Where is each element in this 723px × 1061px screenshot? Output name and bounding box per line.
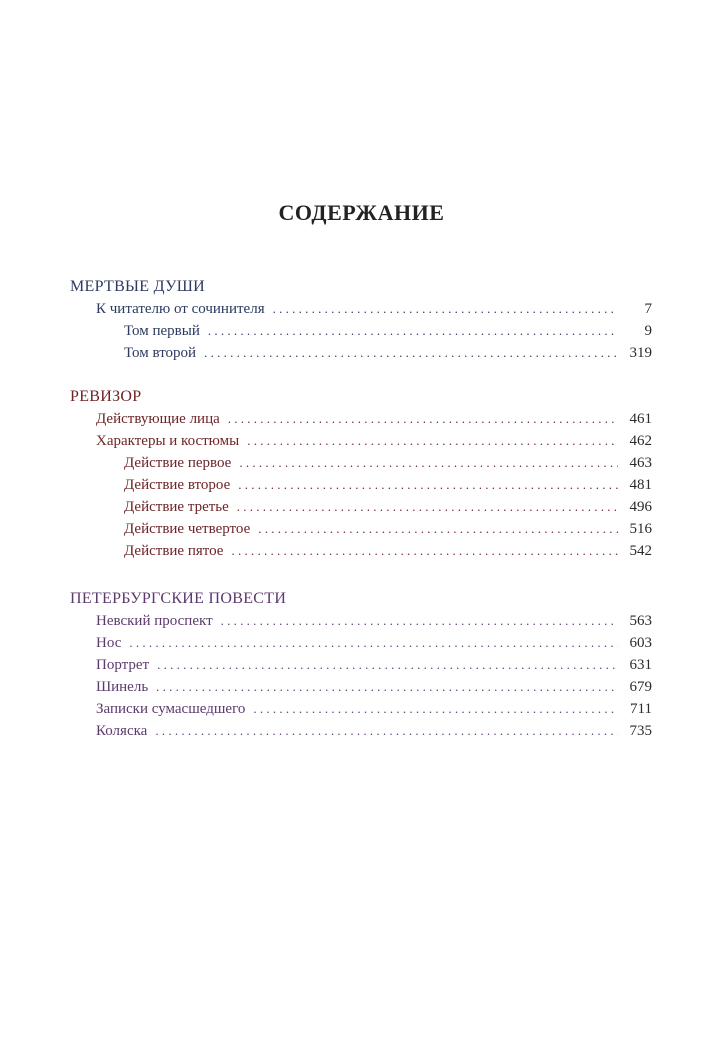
toc-entry[interactable] [70,320,652,342]
dot-leader [239,452,618,474]
dot-leader [238,474,618,496]
toc-entry[interactable] [70,540,652,562]
toc-entry[interactable] [70,632,652,654]
toc-section-dead-souls [70,276,652,364]
toc-entry-title: Характеры и костюмы [96,433,240,449]
toc-entry[interactable] [70,474,652,496]
toc-entry-page: 7 [644,301,652,317]
toc-entry[interactable] [70,452,652,474]
toc-entry-page: 496 [629,499,652,515]
toc-entry[interactable] [70,720,652,742]
toc-entry-title: Действие четвертое [124,521,251,537]
dot-leader [247,430,618,452]
toc-entry-page: 563 [629,613,652,629]
toc-entry-title: Записки сумасшедшего [96,701,246,717]
toc-entry[interactable] [70,298,652,320]
dot-leader [228,408,618,430]
toc-entry[interactable] [70,408,652,430]
toc-entry-title: Действующие лица [96,411,220,427]
dot-leader [156,676,618,698]
section-heading[interactable]: МЕРТВЫЕ ДУШИ [70,278,205,295]
toc-entry-title: Том второй [124,345,197,361]
toc-entry[interactable] [70,342,652,364]
dot-leader [258,518,618,540]
toc-entry-title: Действие третье [124,499,229,515]
dot-leader [237,496,618,518]
toc-entry-page: 603 [629,635,652,651]
dot-leader [208,320,618,342]
toc-section-petersburg-tales [70,588,652,742]
toc-entry-page: 462 [629,433,652,449]
page-title: СОДЕРЖАНИЕ [278,200,445,225]
dot-leader [221,610,618,632]
toc-entry-page: 711 [630,701,652,717]
toc-entry-title: Невский проспект [96,613,213,629]
toc-entry[interactable] [70,610,652,632]
dot-leader [155,720,618,742]
toc-entry-page: 516 [629,521,652,537]
toc-entry-page: 679 [629,679,652,695]
toc-entry[interactable] [70,496,652,518]
toc-entry-title: К читателю от сочинителя [96,301,265,317]
toc-entry[interactable] [70,698,652,720]
toc-entry-page: 481 [629,477,652,493]
toc-entry-page: 9 [644,323,652,339]
dot-leader [204,342,618,364]
toc-entry-title: Действие первое [124,455,232,471]
toc-entry-page: 542 [629,543,652,559]
toc-entry-title: Том первый [124,323,200,339]
toc-entry-title: Действие второе [124,477,231,493]
toc-entry[interactable] [70,430,652,452]
dot-leader [157,654,618,676]
dot-leader [273,298,618,320]
dot-leader [253,698,618,720]
dot-leader [129,632,618,654]
toc-entry-page: 735 [629,723,652,739]
section-heading[interactable]: ПЕТЕРБУРГСКИЕ ПОВЕСТИ [70,590,287,607]
toc-entry[interactable] [70,654,652,676]
dot-leader [231,540,618,562]
toc-entry-title: Коляска [96,723,148,739]
toc-section-revizor [70,386,652,562]
toc-entry-page: 463 [629,455,652,471]
section-heading[interactable]: РЕВИЗОР [70,388,142,405]
toc-entry-page: 631 [629,657,652,673]
toc-entry-title: Шинель [96,679,149,695]
toc-entry[interactable] [70,676,652,698]
toc-entry[interactable] [70,518,652,540]
toc-entry-title: Действие пятое [124,543,224,559]
toc-entry-page: 319 [629,345,652,361]
toc-entry-title: Портрет [96,657,150,673]
toc-entry-title: Нос [96,635,122,651]
toc-entry-page: 461 [629,411,652,427]
